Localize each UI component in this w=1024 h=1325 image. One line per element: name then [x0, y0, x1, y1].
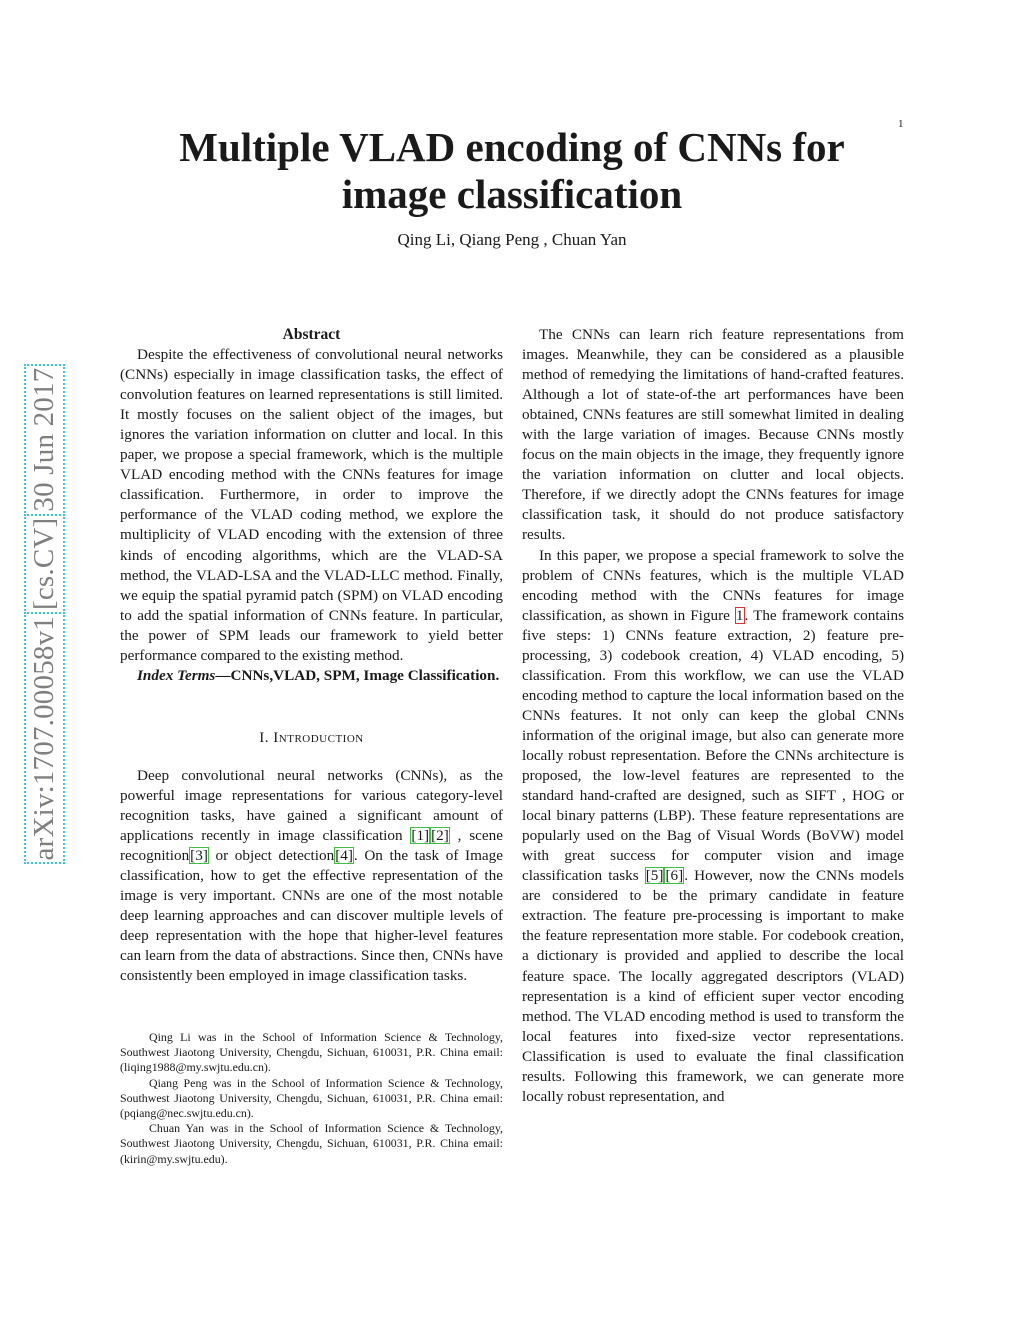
intro-p1-text-d: . On the task of Image classification, how to get the effective representation of the image is very important. CNNs are one of the most notable deep learning approaches and can discover multiple levels of deep representation with the hope that higher-level features can learn from the data of abstractions. Since then, CNNs have consistently been employed in image classification tasks. [120, 847, 503, 985]
author-footnotes [120, 1030, 503, 1167]
intro-p3-text-b: . The framework contains five steps: 1) CNNs feature extraction, 2) feature pre- processing, 3) codebook creation, 4) VLAD encoding, 5) classification. From this workflow, we can use the VLAD encoding method to capture the local information based on the CNNs features. It not only can keep the global CNNs information of the original image, but also can generate more locally robust representation. Before the CNNs architecture is proposed, the low-level features are represented to the standard hand-crafted are designed, such as SIFT , HOG or local binary patterns (LBP). These feature representations are popularly used on the Bag of Visual Words (BoVW) model with great success for computer vision and image classification tasks [522, 606, 904, 885]
arxiv-date[interactable]: 30 Jun 2017 [27, 367, 60, 512]
citation-link[interactable]: [2] [431, 827, 449, 845]
abstract-text: Despite the effectiveness of convolutional neural networks (CNNs) especially in image classification tasks, the effect of convolution features on learned representations is still limited. It mostly focuses on the salient object of the images, but ignores the variation information on clutter and local. In this paper, we propose a special framework, which is the multiple VLAD encoding method with the CNNs features for image classification. Furthermore, in order to improve the performance of the VLAD coding method, we explore the multiplicity of VLAD encoding with the extension of three kinds of encoding algorithms, which are the VLAD-SA method, the VLAD-LSA and the VLAD-LLC method. Finally, we equip the spatial pyramid patch (SPM) on VLAD encoding to add the spatial information of CNNs feature. In particular, the power of SPM leads our framework to yield better performance compared to the existing method. [120, 346, 503, 664]
arxiv-id-link[interactable]: arXiv:1707.00058v1 [27, 616, 60, 861]
abstract-heading: Abstract [282, 326, 341, 343]
intro-p1-text-b: , scene recognition [120, 827, 503, 865]
title-line-1: Multiple VLAD encoding of CNNs for [179, 124, 845, 170]
section-title: Introduction [273, 729, 364, 746]
figure-reference-link[interactable]: 1 [735, 606, 744, 624]
intro-p3-text-c: . However, now the CNNs models are considered to be the primary candidate in feature extraction. The feature pre-processing is important to make the feature representation more stable. For codebook creation, a dictionary is provided and applied to describe the local feature space. The locally aggregated descriptors (VLAD) representation is a kind of efficient super vector encoding method. The VLAD encoding method is used to transform the local features into fixed-size vector representations. Classification is used to evaluate the final classification results. Following this framework, we can generate more locally robust representation, and [522, 867, 904, 1105]
intro-paragraph-2: The CNNs can learn rich feature representations from images. Meanwhile, they can be considered as a plausible method of remedying the limitations of hand-crafted features. Although a lot of state-of-the art performances have been obtained, CNNs features are still somewhat limited in dealing with the large variation of images. Because CNNs mostly focus on the main objects in the image, they frequently ignore the variation information on clutter and local objects. Therefore, if we directly adopt the CNNs features for image classification task, it should do not produce satisfactory results. [522, 326, 904, 544]
right-column [522, 325, 904, 1107]
section-heading-introduction [120, 728, 503, 748]
title-line-2: image classification [341, 171, 683, 217]
arxiv-stamp [18, 318, 70, 910]
index-terms [120, 666, 503, 686]
citation-link[interactable]: [3] [190, 847, 208, 865]
intro-p1-text-c: or object detection [208, 847, 335, 865]
intro-paragraph-3 [522, 546, 904, 1107]
arxiv-category-link[interactable]: [cs.CV] [27, 517, 60, 610]
page-number: 1 [898, 118, 904, 130]
left-column [120, 325, 503, 986]
citation-link[interactable]: [4] [335, 847, 353, 865]
intro-p3-text-a: In this paper, we propose a special framework to solve the problem of CNNs features, which is the multiple VLAD encoding method with the CNNs features for image classification, as shown in Figure [522, 546, 904, 624]
footnote: Qing Li was in the School of Information Science & Technology, Southwest Jiaotong University, Chengdu, Sichuan, 610031, P.R. China email: (liqing1988@my.swjtu.edu.cn). [120, 1030, 503, 1075]
citation-link[interactable]: [5] [645, 867, 664, 885]
citation-link[interactable]: [1] [411, 827, 430, 845]
index-terms-text: —CNNs,VLAD, SPM, Image Classification. [215, 666, 500, 684]
author-list: Qing Li, Qiang Peng , Chuan Yan [397, 230, 627, 249]
index-terms-label: Index Terms [137, 666, 216, 684]
footnote: Qiang Peng was in the School of Information Science & Technology, Southwest Jiaotong University, Chengdu, Sichuan, 610031, P.R. China email: (pqiang@nec.swjtu.edu.cn). [120, 1075, 503, 1121]
paper-title [0, 124, 1024, 218]
intro-paragraph-1 [120, 766, 503, 987]
intro-p1-text-a: Deep convolutional neural networks (CNNs), as the powerful image representations for various category-level recognition tasks, have gained a significant amount of applications recently in image classification [120, 766, 503, 845]
citation-link[interactable]: [6] [665, 867, 684, 885]
footnote: Chuan Yan was in the School of Information Science & Technology, Southwest Jiaotong University, Chengdu, Sichuan, 610031, P.R. China email: (kirin@my.swjtu.edu). [120, 1121, 503, 1166]
section-numeral: I. [259, 729, 270, 746]
